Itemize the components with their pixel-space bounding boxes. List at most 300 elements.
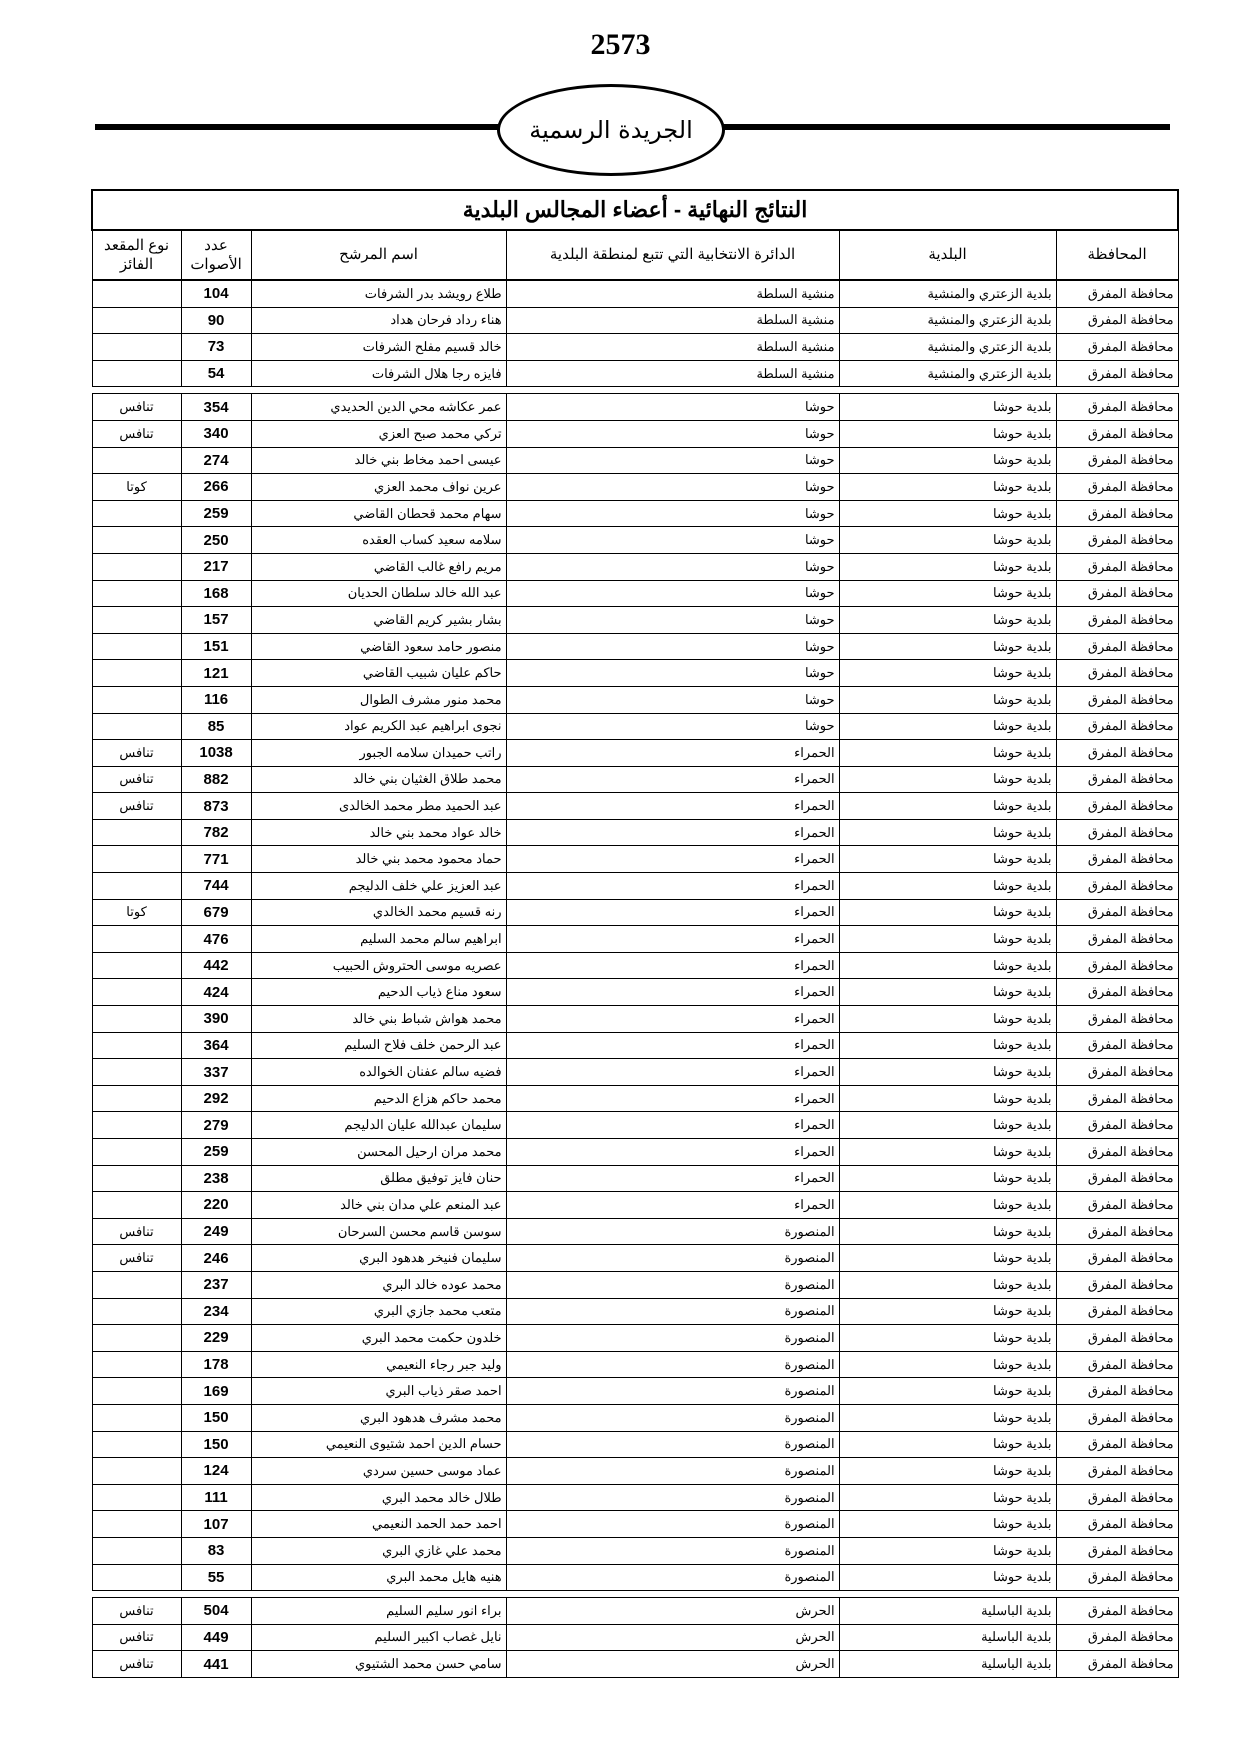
district-cell: الحمراء <box>506 1006 839 1033</box>
seat-type-cell <box>92 360 181 387</box>
candidate-name-cell: عمر عكاشه محي الدين الحديدي <box>251 394 506 421</box>
district-cell: حوشا <box>506 474 839 501</box>
district-cell: الحمراء <box>506 846 839 873</box>
seat-type-cell <box>92 1458 181 1485</box>
governorate-cell: محافظة المفرق <box>1056 873 1178 900</box>
governorate-cell: محافظة المفرق <box>1056 1085 1178 1112</box>
table-row <box>92 447 1178 474</box>
table-row <box>92 1598 1178 1625</box>
municipality-cell: بلدية الزعتري والمنشية <box>839 307 1056 334</box>
seat-type-cell <box>92 1192 181 1219</box>
table-row <box>92 1378 1178 1405</box>
candidate-name-cell: حاكم عليان شبيب القاضي <box>251 660 506 687</box>
candidate-name-cell: سعود مناع ذياب الدحيم <box>251 979 506 1006</box>
governorate-cell: محافظة المفرق <box>1056 1404 1178 1431</box>
governorate-cell: محافظة المفرق <box>1056 1139 1178 1166</box>
governorate-cell: محافظة المفرق <box>1056 1325 1178 1352</box>
table-row <box>92 979 1178 1006</box>
table-row <box>92 1651 1178 1678</box>
table-row <box>92 334 1178 361</box>
votes-cell: 168 <box>181 580 251 607</box>
district-cell: حوشا <box>506 447 839 474</box>
governorate-cell: محافظة المفرق <box>1056 846 1178 873</box>
municipality-cell: بلدية حوشا <box>839 1378 1056 1405</box>
seat-type-cell <box>92 1564 181 1591</box>
candidate-name-cell: سامي حسن محمد الشتيوي <box>251 1651 506 1678</box>
votes-cell: 238 <box>181 1165 251 1192</box>
municipality-cell: بلدية حوشا <box>839 1112 1056 1139</box>
governorate-cell: محافظة المفرق <box>1056 420 1178 447</box>
seat-type-cell <box>92 280 181 307</box>
district-cell: الحمراء <box>506 1165 839 1192</box>
table-row <box>92 819 1178 846</box>
district-cell: الحمراء <box>506 899 839 926</box>
district-cell: المنصورة <box>506 1404 839 1431</box>
municipality-cell: بلدية حوشا <box>839 420 1056 447</box>
governorate-cell: محافظة المفرق <box>1056 1112 1178 1139</box>
municipality-cell: بلدية الباسلية <box>839 1624 1056 1651</box>
municipality-cell: بلدية حوشا <box>839 1059 1056 1086</box>
municipality-cell: بلدية حوشا <box>839 1351 1056 1378</box>
table-row <box>92 1032 1178 1059</box>
district-cell: حوشا <box>506 713 839 740</box>
seat-type-cell <box>92 1404 181 1431</box>
header-governorate: المحافظة <box>1056 230 1178 280</box>
municipality-cell: بلدية حوشا <box>839 766 1056 793</box>
governorate-cell: محافظة المفرق <box>1056 899 1178 926</box>
governorate-cell: محافظة المفرق <box>1056 713 1178 740</box>
table-row <box>92 1431 1178 1458</box>
votes-cell: 504 <box>181 1598 251 1625</box>
seat-type-cell <box>92 1325 181 1352</box>
seat-type-cell <box>92 1139 181 1166</box>
table-row <box>92 952 1178 979</box>
seat-type-cell: تنافس <box>92 1218 181 1245</box>
candidate-name-cell: خالد عواد محمد بني خالد <box>251 819 506 846</box>
votes-cell: 442 <box>181 952 251 979</box>
district-cell: الحمراء <box>506 873 839 900</box>
votes-cell: 220 <box>181 1192 251 1219</box>
votes-cell: 217 <box>181 553 251 580</box>
votes-cell: 882 <box>181 766 251 793</box>
votes-cell: 121 <box>181 660 251 687</box>
votes-cell: 259 <box>181 1139 251 1166</box>
municipality-cell: بلدية حوشا <box>839 553 1056 580</box>
votes-cell: 237 <box>181 1271 251 1298</box>
votes-cell: 85 <box>181 713 251 740</box>
votes-cell: 266 <box>181 474 251 501</box>
table-row <box>92 633 1178 660</box>
candidate-name-cell: طلال خالد محمد البري <box>251 1484 506 1511</box>
table-row <box>92 394 1178 421</box>
candidate-name-cell: سهام محمد قحطان القاضي <box>251 500 506 527</box>
municipality-cell: بلدية حوشا <box>839 1165 1056 1192</box>
votes-cell: 90 <box>181 307 251 334</box>
district-cell: منشية السلطة <box>506 307 839 334</box>
table-row <box>92 1537 1178 1564</box>
candidate-name-cell: احمد حمد الحمد النعيمي <box>251 1511 506 1538</box>
district-cell: الحرش <box>506 1598 839 1625</box>
candidate-name-cell: سليمان عبدالله عليان الدليجم <box>251 1112 506 1139</box>
table-row <box>92 1245 1178 1272</box>
district-cell: حوشا <box>506 633 839 660</box>
table-row <box>92 873 1178 900</box>
table-row <box>92 1085 1178 1112</box>
seat-type-cell: تنافس <box>92 420 181 447</box>
governorate-cell: محافظة المفرق <box>1056 1458 1178 1485</box>
seat-type-cell <box>92 447 181 474</box>
table-row <box>92 1404 1178 1431</box>
votes-cell: 169 <box>181 1378 251 1405</box>
seat-type-cell <box>92 1484 181 1511</box>
group-separator <box>92 387 1178 394</box>
municipality-cell: بلدية حوشا <box>839 1192 1056 1219</box>
municipality-cell: بلدية حوشا <box>839 1006 1056 1033</box>
candidate-name-cell: بشار بشير كريم القاضي <box>251 607 506 634</box>
votes-cell: 55 <box>181 1564 251 1591</box>
municipality-cell: بلدية حوشا <box>839 819 1056 846</box>
separator-cell <box>92 387 1178 394</box>
seat-type-cell <box>92 1537 181 1564</box>
candidate-name-cell: محمد منور مشرف الطوال <box>251 686 506 713</box>
governorate-cell: محافظة المفرق <box>1056 307 1178 334</box>
district-cell: حوشا <box>506 660 839 687</box>
governorate-cell: محافظة المفرق <box>1056 500 1178 527</box>
district-cell: الحمراء <box>506 1085 839 1112</box>
governorate-cell: محافظة المفرق <box>1056 926 1178 953</box>
governorate-cell: محافظة المفرق <box>1056 1351 1178 1378</box>
seat-type-cell <box>92 1271 181 1298</box>
municipality-cell: بلدية حوشا <box>839 500 1056 527</box>
governorate-cell: محافظة المفرق <box>1056 686 1178 713</box>
table-title: النتائج النهائية - أعضاء المجالس البلدية <box>92 190 1178 230</box>
candidate-name-cell: سلامه سعيد كساب العقده <box>251 527 506 554</box>
governorate-cell: محافظة المفرق <box>1056 580 1178 607</box>
governorate-cell: محافظة المفرق <box>1056 740 1178 767</box>
district-cell: المنصورة <box>506 1298 839 1325</box>
seat-type-cell <box>92 1085 181 1112</box>
district-cell: الحمراء <box>506 1139 839 1166</box>
governorate-cell: محافظة المفرق <box>1056 1624 1178 1651</box>
votes-cell: 292 <box>181 1085 251 1112</box>
votes-cell: 124 <box>181 1458 251 1485</box>
municipality-cell: بلدية الباسلية <box>839 1598 1056 1625</box>
table-row <box>92 1218 1178 1245</box>
governorate-cell: محافظة المفرق <box>1056 660 1178 687</box>
district-cell: الحمراء <box>506 1192 839 1219</box>
municipality-cell: بلدية حوشا <box>839 1032 1056 1059</box>
table-row <box>92 1511 1178 1538</box>
candidate-name-cell: عبد الرحمن خلف فلاح السليم <box>251 1032 506 1059</box>
table-row <box>92 846 1178 873</box>
votes-cell: 246 <box>181 1245 251 1272</box>
candidate-name-cell: وليد جبر رجاء النعيمي <box>251 1351 506 1378</box>
district-cell: المنصورة <box>506 1245 839 1272</box>
separator-cell <box>92 1591 1178 1598</box>
district-cell: الحمراء <box>506 766 839 793</box>
governorate-cell: محافظة المفرق <box>1056 280 1178 307</box>
seat-type-cell: تنافس <box>92 740 181 767</box>
governorate-cell: محافظة المفرق <box>1056 952 1178 979</box>
municipality-cell: بلدية حوشا <box>839 793 1056 820</box>
governorate-cell: محافظة المفرق <box>1056 527 1178 554</box>
table-row <box>92 420 1178 447</box>
candidate-name-cell: عصريه موسى الحتروش الحبيب <box>251 952 506 979</box>
table-body <box>92 280 1178 1677</box>
candidate-name-cell: محمد عوده خالد البري <box>251 1271 506 1298</box>
governorate-cell: محافظة المفرق <box>1056 1165 1178 1192</box>
municipality-cell: بلدية حوشا <box>839 873 1056 900</box>
page-number: 2573 <box>590 28 651 61</box>
seat-type-cell <box>92 660 181 687</box>
table-row <box>92 1192 1178 1219</box>
votes-cell: 279 <box>181 1112 251 1139</box>
table-row <box>92 766 1178 793</box>
governorate-cell: محافظة المفرق <box>1056 1564 1178 1591</box>
candidate-name-cell: محمد مران ارحيل المحسن <box>251 1139 506 1166</box>
district-cell: المنصورة <box>506 1484 839 1511</box>
votes-cell: 873 <box>181 793 251 820</box>
municipality-cell: بلدية حوشا <box>839 926 1056 953</box>
seat-type-cell: كوتا <box>92 899 181 926</box>
votes-cell: 354 <box>181 394 251 421</box>
seat-type-cell <box>92 1032 181 1059</box>
municipality-cell: بلدية حوشا <box>839 1325 1056 1352</box>
seat-type-cell <box>92 633 181 660</box>
votes-cell: 73 <box>181 334 251 361</box>
candidate-name-cell: متعب محمد جازي البري <box>251 1298 506 1325</box>
table-row <box>92 607 1178 634</box>
votes-cell: 1038 <box>181 740 251 767</box>
district-cell: المنصورة <box>506 1458 839 1485</box>
votes-cell: 229 <box>181 1325 251 1352</box>
table-row <box>92 500 1178 527</box>
municipality-cell: بلدية حوشا <box>839 1298 1056 1325</box>
candidate-name-cell: محمد علي غازي البري <box>251 1537 506 1564</box>
municipality-cell: بلدية حوشا <box>839 979 1056 1006</box>
district-cell: المنصورة <box>506 1378 839 1405</box>
district-cell: منشية السلطة <box>506 360 839 387</box>
votes-cell: 337 <box>181 1059 251 1086</box>
municipality-cell: بلدية حوشا <box>839 394 1056 421</box>
votes-cell: 104 <box>181 280 251 307</box>
governorate-cell: محافظة المفرق <box>1056 1218 1178 1245</box>
candidate-name-cell: خلدون حكمت محمد البري <box>251 1325 506 1352</box>
table-row <box>92 713 1178 740</box>
municipality-cell: بلدية حوشا <box>839 952 1056 979</box>
municipality-cell: بلدية حوشا <box>839 633 1056 660</box>
candidate-name-cell: هنيه هايل محمد البري <box>251 1564 506 1591</box>
seat-type-cell <box>92 686 181 713</box>
votes-cell: 390 <box>181 1006 251 1033</box>
table-row <box>92 1351 1178 1378</box>
candidate-name-cell: رنه قسيم محمد الخالدي <box>251 899 506 926</box>
municipality-cell: بلدية حوشا <box>839 899 1056 926</box>
seat-type-cell <box>92 819 181 846</box>
municipality-cell: بلدية حوشا <box>839 1458 1056 1485</box>
header-seat-type: نوع المقعد الفائز <box>92 230 181 280</box>
votes-cell: 107 <box>181 1511 251 1538</box>
candidate-name-cell: فايزه رجا هلال الشرفات <box>251 360 506 387</box>
candidate-name-cell: محمد هواش شباط بني خالد <box>251 1006 506 1033</box>
table-row <box>92 1564 1178 1591</box>
district-cell: حوشا <box>506 553 839 580</box>
candidate-name-cell: سليمان فنيخر هدهود البري <box>251 1245 506 1272</box>
district-cell: الحمراء <box>506 952 839 979</box>
district-cell: المنصورة <box>506 1564 839 1591</box>
governorate-cell: محافظة المفرق <box>1056 1484 1178 1511</box>
municipality-cell: بلدية حوشا <box>839 1404 1056 1431</box>
district-cell: حوشا <box>506 607 839 634</box>
table-row <box>92 1624 1178 1651</box>
candidate-name-cell: سوسن قاسم محسن السرحان <box>251 1218 506 1245</box>
table-row <box>92 580 1178 607</box>
governorate-cell: محافظة المفرق <box>1056 360 1178 387</box>
votes-cell: 782 <box>181 819 251 846</box>
table-row <box>92 280 1178 307</box>
governorate-cell: محافظة المفرق <box>1056 793 1178 820</box>
table-row <box>92 527 1178 554</box>
municipality-cell: بلدية الزعتري والمنشية <box>839 334 1056 361</box>
municipality-cell: بلدية حوشا <box>839 1139 1056 1166</box>
district-cell: حوشا <box>506 686 839 713</box>
seat-type-cell: كوتا <box>92 474 181 501</box>
municipality-cell: بلدية حوشا <box>839 1484 1056 1511</box>
candidate-name-cell: خالد قسيم مفلح الشرفات <box>251 334 506 361</box>
votes-cell: 274 <box>181 447 251 474</box>
votes-cell: 449 <box>181 1624 251 1651</box>
candidate-name-cell: هناء رداد فرحان هداد <box>251 307 506 334</box>
seat-type-cell <box>92 846 181 873</box>
district-cell: المنصورة <box>506 1351 839 1378</box>
votes-cell: 83 <box>181 1537 251 1564</box>
table-row <box>92 1271 1178 1298</box>
votes-cell: 151 <box>181 633 251 660</box>
table-row <box>92 360 1178 387</box>
municipality-cell: بلدية حوشا <box>839 580 1056 607</box>
seat-type-cell <box>92 500 181 527</box>
header-municipality: البلدية <box>839 230 1056 280</box>
district-cell: الحرش <box>506 1651 839 1678</box>
governorate-cell: محافظة المفرق <box>1056 819 1178 846</box>
district-cell: الحمراء <box>506 979 839 1006</box>
municipality-cell: بلدية حوشا <box>839 1245 1056 1272</box>
seat-type-cell <box>92 607 181 634</box>
governorate-cell: محافظة المفرق <box>1056 394 1178 421</box>
governorate-cell: محافظة المفرق <box>1056 553 1178 580</box>
table-row <box>92 1298 1178 1325</box>
table-row <box>92 307 1178 334</box>
governorate-cell: محافظة المفرق <box>1056 766 1178 793</box>
governorate-cell: محافظة المفرق <box>1056 1378 1178 1405</box>
votes-cell: 364 <box>181 1032 251 1059</box>
table-row <box>92 1059 1178 1086</box>
municipality-cell: بلدية حوشا <box>839 740 1056 767</box>
table-row <box>92 899 1178 926</box>
votes-cell: 259 <box>181 500 251 527</box>
seat-type-cell <box>92 713 181 740</box>
seat-type-cell: تنافس <box>92 394 181 421</box>
governorate-cell: محافظة المفرق <box>1056 633 1178 660</box>
district-cell: الحمراء <box>506 926 839 953</box>
table-row <box>92 474 1178 501</box>
header-district: الدائرة الانتخابية التي تتبع لمنطقة البلدية <box>506 230 839 280</box>
seat-type-cell <box>92 1511 181 1538</box>
votes-cell: 424 <box>181 979 251 1006</box>
table-row <box>92 686 1178 713</box>
table-row <box>92 1112 1178 1139</box>
votes-cell: 441 <box>181 1651 251 1678</box>
district-cell: الحمراء <box>506 793 839 820</box>
seat-type-cell: تنافس <box>92 1651 181 1678</box>
governorate-cell: محافظة المفرق <box>1056 1431 1178 1458</box>
seat-type-cell: تنافس <box>92 1598 181 1625</box>
governorate-cell: محافظة المفرق <box>1056 1006 1178 1033</box>
candidate-name-cell: ابراهيم سالم محمد السليم <box>251 926 506 953</box>
candidate-name-cell: براء انور سليم السليم <box>251 1598 506 1625</box>
votes-cell: 116 <box>181 686 251 713</box>
municipality-cell: بلدية حوشا <box>839 474 1056 501</box>
municipality-cell: بلدية حوشا <box>839 1431 1056 1458</box>
votes-cell: 111 <box>181 1484 251 1511</box>
seat-type-cell <box>92 1006 181 1033</box>
seat-type-cell <box>92 307 181 334</box>
header-votes: عدد الأصوات <box>181 230 251 280</box>
municipality-cell: بلدية حوشا <box>839 447 1056 474</box>
table-row <box>92 1006 1178 1033</box>
municipality-cell: بلدية حوشا <box>839 1537 1056 1564</box>
governorate-cell: محافظة المفرق <box>1056 1032 1178 1059</box>
candidate-name-cell: محمد مشرف هدهود البري <box>251 1404 506 1431</box>
candidate-name-cell: عيسى احمد مخاط بني خالد <box>251 447 506 474</box>
municipality-cell: بلدية حوشا <box>839 1085 1056 1112</box>
candidate-name-cell: عبد الحميد مطر محمد الخالدى <box>251 793 506 820</box>
governorate-cell: محافظة المفرق <box>1056 1651 1178 1678</box>
candidate-name-cell: محمد طلاق الغثيان بني خالد <box>251 766 506 793</box>
candidate-name-cell: حماد محمود محمد بني خالد <box>251 846 506 873</box>
district-cell: المنصورة <box>506 1511 839 1538</box>
governorate-cell: محافظة المفرق <box>1056 1598 1178 1625</box>
district-cell: حوشا <box>506 420 839 447</box>
table-row <box>92 1139 1178 1166</box>
seat-type-cell <box>92 334 181 361</box>
governorate-cell: محافظة المفرق <box>1056 1537 1178 1564</box>
seat-type-cell <box>92 580 181 607</box>
municipality-cell: بلدية حوشا <box>839 1271 1056 1298</box>
votes-cell: 744 <box>181 873 251 900</box>
governorate-cell: محافظة المفرق <box>1056 1059 1178 1086</box>
table-row <box>92 1484 1178 1511</box>
governorate-cell: محافظة المفرق <box>1056 607 1178 634</box>
votes-cell: 178 <box>181 1351 251 1378</box>
governorate-cell: محافظة المفرق <box>1056 1271 1178 1298</box>
seat-type-cell: تنافس <box>92 766 181 793</box>
candidate-name-cell: محمد حاكم هزاع الدحيم <box>251 1085 506 1112</box>
municipality-cell: بلدية حوشا <box>839 1511 1056 1538</box>
district-cell: الحمراء <box>506 1112 839 1139</box>
district-cell: المنصورة <box>506 1537 839 1564</box>
seat-type-cell <box>92 979 181 1006</box>
seat-type-cell <box>92 1431 181 1458</box>
district-cell: حوشا <box>506 580 839 607</box>
seat-type-cell <box>92 926 181 953</box>
municipality-cell: بلدية الزعتري والمنشية <box>839 280 1056 307</box>
seat-type-cell <box>92 553 181 580</box>
candidate-name-cell: احمد صقر ذياب البري <box>251 1378 506 1405</box>
seat-type-cell <box>92 1165 181 1192</box>
governorate-cell: محافظة المفرق <box>1056 1245 1178 1272</box>
district-cell: حوشا <box>506 500 839 527</box>
